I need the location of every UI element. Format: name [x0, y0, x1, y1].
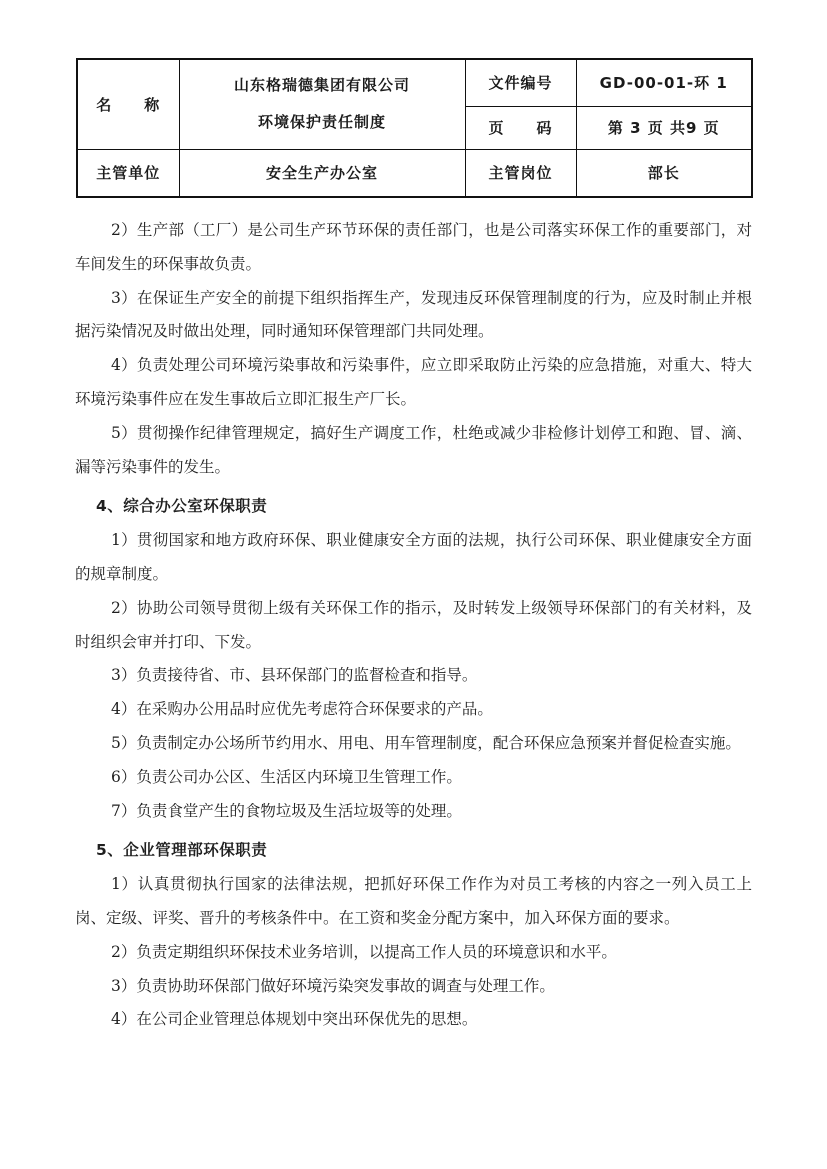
body-paragraph: 2）生产部（工厂）是公司生产环节环保的责任部门，也是公司落实环保工作的重要部门，对车间发生的环保事故负责。: [75, 221, 752, 273]
doc-number-label: 文件编号: [465, 59, 576, 106]
body-paragraph: 1）贯彻国家和地方政府环保、职业健康安全方面的法规，执行公司环保、职业健康安全方面的规章制度。: [75, 531, 752, 583]
unit-label: 主管单位: [77, 149, 179, 197]
body-paragraph: 7）负责食堂产生的食物垃圾及生活垃圾等的处理。: [111, 801, 462, 820]
body-paragraph: 2）协助公司领导贯彻上级有关环保工作的指示，及时转发上级领导环保部门的有关材料，及时组织会审并打印、下发。: [75, 598, 752, 651]
body-paragraph: 4）负责处理公司环境污染事故和污染事件，应立即采取防止污染的应急措施，对重大、特大环境污染事件应在发生事故后立即汇报生产厂长。: [75, 356, 752, 408]
body-paragraph: 3）在保证生产安全的前提下组织指挥生产，发现违反环保管理制度的行为，应及时制止并根据污染情况及时做出处理，同时通知环保管理部门共同处理。: [75, 288, 752, 341]
post-value: 部长: [576, 149, 752, 197]
document-body: [75, 214, 752, 1037]
section-heading: 4、综合办公室环保职责: [96, 497, 268, 516]
page-number-value: 第 3 页 共9 页: [576, 106, 752, 149]
post-label: 主管岗位: [465, 149, 576, 197]
page-number-label: 页 码: [465, 106, 576, 149]
company-name: 山东格瑞德集团有限公司: [233, 76, 410, 95]
doc-number-value: GD-00-01-环 1: [576, 59, 752, 106]
body-paragraph: 3）负责接待省、市、县环保部门的监督检查和指导。: [111, 666, 478, 685]
document-header-table: [76, 58, 753, 198]
body-paragraph: 3）负责协助环保部门做好环境污染突发事故的调查与处理工作。: [111, 976, 555, 995]
name-label-cell: 名 称: [77, 59, 179, 149]
body-paragraph: 2）负责定期组织环保技术业务培训，以提高工作人员的环境意识和水平。: [111, 942, 617, 961]
body-paragraph: 4）在公司企业管理总体规划中突出环保优先的思想。: [111, 1010, 478, 1029]
body-paragraph: 4）在采购办公用品时应优先考虑符合环保要求的产品。: [111, 700, 493, 719]
document-title: 环境保护责任制度: [257, 113, 386, 132]
body-paragraph: 1）认真贯彻执行国家的法律法规，把抓好环保工作作为对员工考核的内容之一列入员工上岗、定级、评奖、晋升的考核条件中。在工资和奖金分配方案中，加入环保方面的要求。: [75, 875, 752, 927]
section-heading: 5、企业管理部环保职责: [96, 841, 268, 860]
body-paragraph: 5）贯彻操作纪律管理规定，搞好生产调度工作，杜绝或减少非检修计划停工和跑、冒、滴、漏等污染事件的发生。: [75, 423, 752, 476]
body-paragraph: 5）负责制定办公场所节约用水、用电、用车管理制度，配合环保应急预案并督促检查实施。: [111, 733, 741, 752]
name-value-cell: [179, 59, 465, 149]
body-paragraph: 6）负责公司办公区、生活区内环境卫生管理工作。: [111, 767, 462, 786]
unit-value: 安全生产办公室: [179, 149, 465, 197]
